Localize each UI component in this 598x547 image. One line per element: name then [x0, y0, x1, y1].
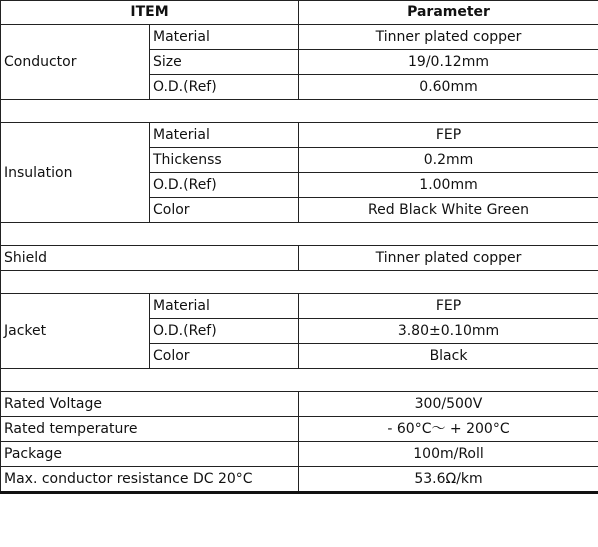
table-row — [1, 467, 598, 493]
rated-voltage-value: 300/500V — [299, 392, 598, 417]
insulation-color-value: Red Black White Green — [299, 198, 598, 223]
jacket-od-value: 3.80±0.10mm — [299, 319, 598, 344]
insulation-thickness-value: 0.2mm — [299, 148, 598, 173]
conductor-size-label: Size — [150, 50, 299, 75]
jacket-od-label: O.D.(Ref) — [150, 319, 299, 344]
insulation-material-label: Material — [150, 123, 299, 148]
table-row — [1, 246, 598, 271]
package-value: 100m/Roll — [299, 442, 598, 467]
max-resistance-value: 53.6Ω/km — [299, 467, 598, 493]
shield-label: Shield — [1, 246, 299, 271]
insulation-od-value: 1.00mm — [299, 173, 598, 198]
jacket-material-value: FEP — [299, 294, 598, 319]
table-row — [1, 25, 598, 50]
shield-value: Tinner plated copper — [299, 246, 598, 271]
table-row — [1, 392, 598, 417]
item-header: ITEM — [1, 1, 299, 25]
conductor-material-value: Tinner plated copper — [299, 25, 598, 50]
rated-temperature-label: Rated temperature — [1, 417, 299, 442]
insulation-label: Insulation — [1, 123, 150, 223]
spacer-row — [1, 100, 598, 123]
package-label: Package — [1, 442, 299, 467]
jacket-color-value: Black — [299, 344, 598, 369]
conductor-material-label: Material — [150, 25, 299, 50]
conductor-size-value: 19/0.12mm — [299, 50, 598, 75]
spacer-row — [1, 223, 598, 246]
table-row — [1, 417, 598, 442]
rated-temperature-value: - 60°C～ + 200°C — [299, 417, 598, 442]
table-row — [1, 442, 598, 467]
rated-voltage-label: Rated Voltage — [1, 392, 299, 417]
jacket-material-label: Material — [150, 294, 299, 319]
header-row — [1, 1, 598, 25]
conductor-label: Conductor — [1, 25, 150, 100]
spacer-cell — [1, 100, 598, 123]
insulation-od-label: O.D.(Ref) — [150, 173, 299, 198]
insulation-color-label: Color — [150, 198, 299, 223]
insulation-material-value: FEP — [299, 123, 598, 148]
spacer-cell — [1, 369, 598, 392]
table-row — [1, 294, 598, 319]
jacket-color-label: Color — [150, 344, 299, 369]
spacer-cell — [1, 223, 598, 246]
spacer-cell — [1, 271, 598, 294]
jacket-label: Jacket — [1, 294, 150, 369]
parameter-header: Parameter — [299, 1, 598, 25]
insulation-thickness-label: Thickenss — [150, 148, 299, 173]
spacer-row — [1, 369, 598, 392]
table-row — [1, 123, 598, 148]
conductor-od-label: O.D.(Ref) — [150, 75, 299, 100]
spacer-row — [1, 271, 598, 294]
max-resistance-label: Max. conductor resistance DC 20°C — [1, 467, 299, 493]
conductor-od-value: 0.60mm — [299, 75, 598, 100]
